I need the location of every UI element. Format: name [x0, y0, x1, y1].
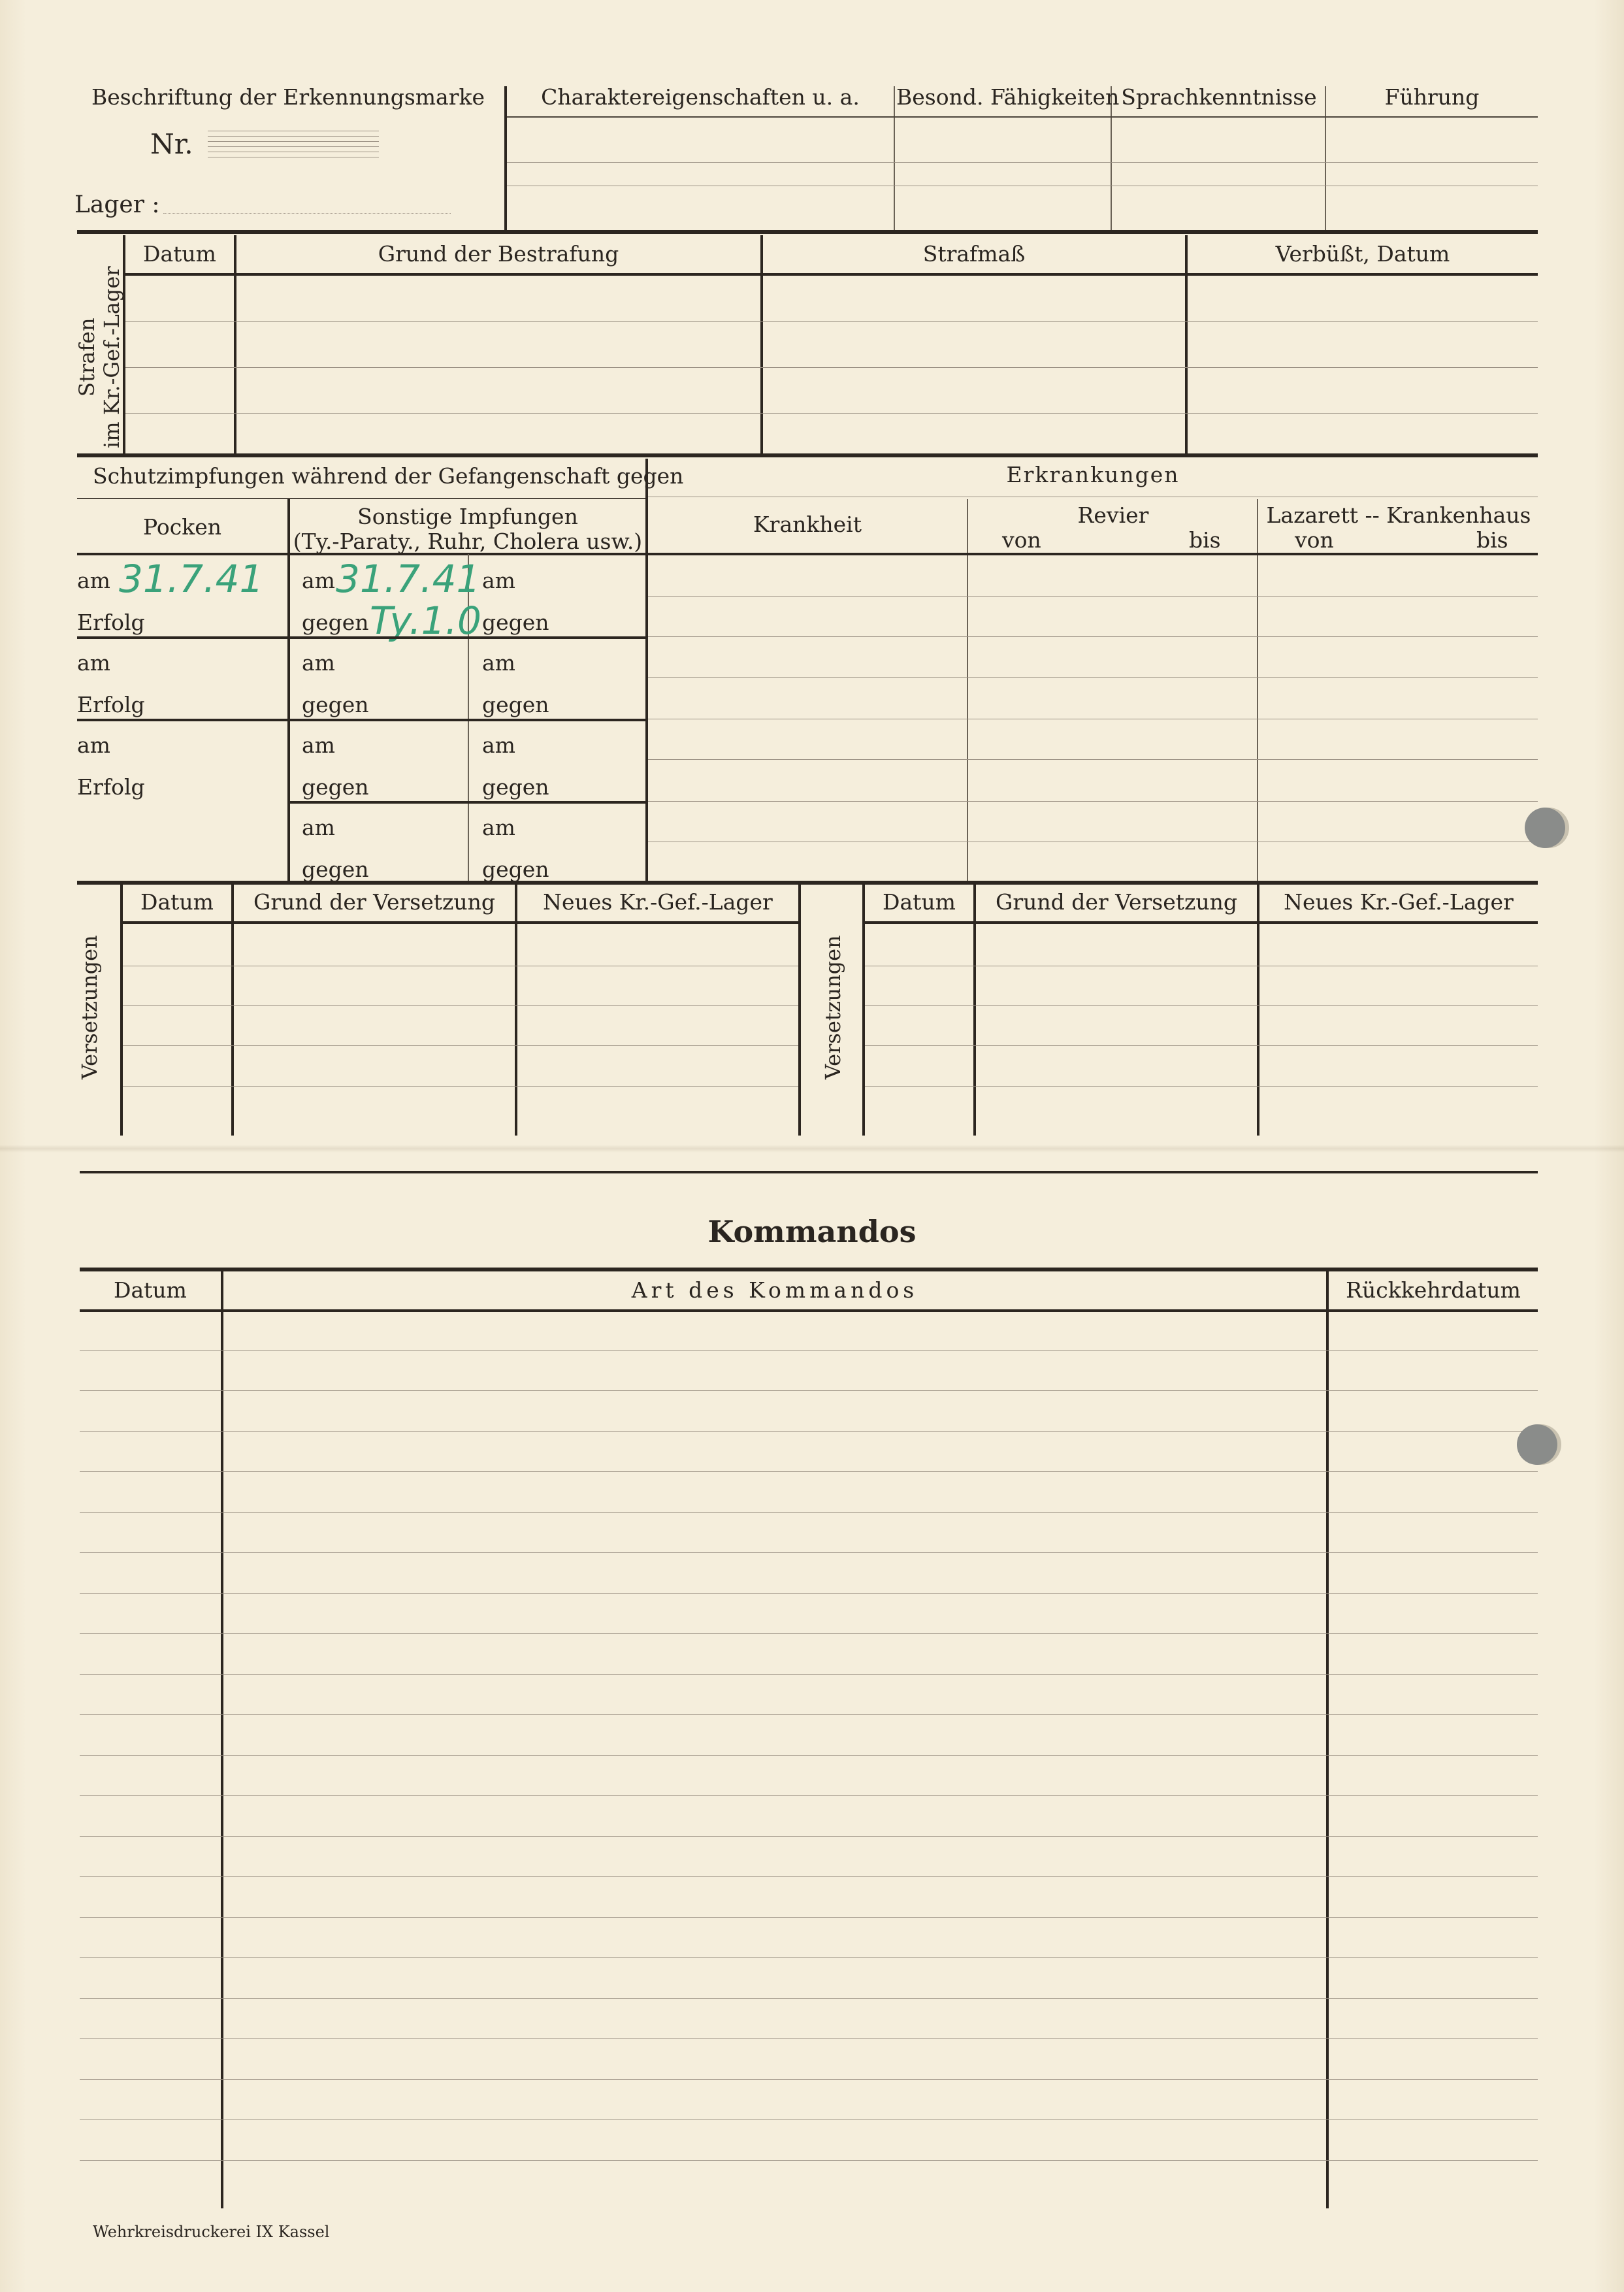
divider	[798, 885, 801, 1136]
pocken-am-1: am	[77, 568, 110, 593]
strafen-side-label: Strafen im Kr.-Gef.-Lager	[74, 266, 124, 448]
rule	[290, 719, 645, 721]
pocken-am-3: am	[77, 732, 110, 758]
sonst-am-3a: am	[302, 732, 335, 758]
col-krankheit: Krankheit	[753, 512, 862, 537]
rule	[77, 636, 287, 639]
strafen-col-verbuesst: Verbüßt, Datum	[1275, 241, 1450, 267]
col-charakter: Charaktereigenschaften u. a.	[541, 84, 860, 110]
section-rule	[77, 881, 1538, 885]
strafen-col-grund: Grund der Bestrafung	[378, 241, 619, 267]
kommandos-row-line	[80, 1552, 1538, 1553]
rule	[648, 636, 1538, 637]
rule	[125, 367, 1538, 368]
section-rule	[77, 230, 1538, 234]
kommandos-row-line	[80, 1957, 1538, 1958]
rule	[77, 553, 1538, 555]
sonst-am-1b: am	[482, 568, 515, 593]
fold-crease	[0, 1145, 1624, 1153]
impfungen-title: Schutzimpfungen während der Gefangenschaft gegen	[93, 463, 684, 489]
sonst-gegen-4a: gegen	[302, 857, 369, 882]
revier-bis: bis	[1189, 527, 1221, 553]
rule	[123, 1086, 798, 1087]
kommandos-col-art: Art des Kommandos	[631, 1277, 918, 1303]
rule	[123, 921, 798, 924]
rule	[865, 1045, 1538, 1046]
rule	[648, 596, 1538, 597]
nr-label: Nr.	[150, 128, 193, 160]
pocken-am-2: am	[77, 650, 110, 676]
lazarett-bis: bis	[1476, 527, 1508, 553]
rule	[507, 116, 1538, 118]
rule	[125, 273, 1538, 276]
vers-col-neues-left: Neues Kr.-Gef.-Lager	[543, 889, 773, 915]
lager-field[interactable]	[163, 213, 451, 214]
sonst-gegen-1a: gegen	[302, 610, 369, 635]
divider	[504, 86, 507, 231]
kommandos-row-line	[80, 1674, 1538, 1675]
kommandos-row-line	[80, 2079, 1538, 2080]
kommandos-row-line	[80, 1593, 1538, 1594]
hand-pocken-date: 31.7.41	[119, 557, 264, 601]
vers-col-grund-left: Grund der Versetzung	[253, 889, 496, 915]
versetzungen-side-label-right: Versetzungen	[820, 935, 845, 1079]
rule	[865, 921, 1538, 924]
col-sonstige-1: Sonstige Impfungen	[357, 504, 578, 529]
divider	[760, 235, 763, 455]
pocken-erfolg-2: Erfolg	[77, 692, 145, 717]
rule	[648, 759, 1538, 760]
kommandos-row-line	[80, 2038, 1538, 2039]
strafen-col-strafmass: Strafmaß	[922, 241, 1026, 267]
rule	[77, 498, 645, 499]
divider	[234, 235, 236, 455]
marke-label: Beschriftung der Erkennungsmarke	[91, 84, 485, 110]
divider	[894, 86, 895, 231]
kommandos-row-line	[80, 1876, 1538, 1877]
pocken-erfolg-3: Erfolg	[77, 774, 145, 800]
divider	[287, 499, 290, 882]
sonst-am-4a: am	[302, 815, 335, 840]
section-rule	[80, 1268, 1538, 1271]
rule	[77, 719, 287, 721]
pocken-erfolg-1: Erfolg	[77, 610, 145, 635]
rule	[865, 1086, 1538, 1087]
col-faehigkeiten: Besond. Fähigkeiten	[896, 84, 1120, 110]
rule	[648, 677, 1538, 678]
kommandos-row-line	[80, 1350, 1538, 1351]
rule	[865, 1005, 1538, 1006]
divider	[1257, 499, 1258, 882]
section-rule	[77, 453, 1538, 457]
vers-col-datum-right: Datum	[883, 889, 956, 915]
section-rule	[80, 1171, 1538, 1173]
col-sprache: Sprachkenntnisse	[1121, 84, 1317, 110]
col-sonstige-2: (Ty.-Paraty., Ruhr, Cholera usw.)	[293, 529, 643, 554]
revier-von: von	[1002, 527, 1041, 553]
col-fuehrung: Führung	[1384, 84, 1480, 110]
kommandos-row-line	[80, 1836, 1538, 1837]
divider	[1326, 1270, 1329, 2208]
kommandos-row-line	[80, 1633, 1538, 1634]
divider	[221, 1270, 223, 2208]
kommandos-title: Kommandos	[707, 1214, 917, 1249]
kommandos-row-line	[80, 1390, 1538, 1391]
sonst-am-3b: am	[482, 732, 515, 758]
col-revier: Revier	[1077, 502, 1149, 528]
sonst-am-4b: am	[482, 815, 515, 840]
rule	[290, 636, 645, 639]
kommandos-col-rueckkehr: Rückkehrdatum	[1346, 1277, 1521, 1303]
rule	[123, 1005, 798, 1006]
kommandos-row-line	[80, 1755, 1538, 1756]
col-lazarett: Lazarett -- Krankenhaus	[1266, 502, 1531, 528]
kommandos-row-line	[80, 1471, 1538, 1472]
kommandos-row-line	[80, 1795, 1538, 1796]
rule	[507, 162, 1538, 163]
punch-hole	[1525, 808, 1565, 848]
sonst-gegen-4b: gegen	[482, 857, 549, 882]
sonst-gegen-2a: gegen	[302, 692, 369, 717]
sonst-gegen-3b: gegen	[482, 774, 549, 800]
hand-sonstige-date: 31.7.41	[336, 557, 481, 601]
rule	[125, 321, 1538, 322]
sonst-am-2b: am	[482, 650, 515, 676]
printer-imprint: Wehrkreisdruckerei IX Kassel	[93, 2223, 330, 2241]
kommandos-row-line	[80, 1512, 1538, 1513]
rule	[80, 1309, 1538, 1312]
rule	[123, 1045, 798, 1046]
hand-gegen: Ty.1.0	[370, 598, 481, 643]
rule	[290, 801, 645, 804]
strafen-col-datum: Datum	[143, 241, 216, 267]
kommandos-row-line	[80, 1431, 1538, 1432]
divider	[967, 499, 968, 882]
divider	[123, 235, 125, 455]
sonst-am-1a: am	[302, 568, 335, 593]
sonst-gegen-1b: gegen	[482, 610, 549, 635]
col-pocken: Pocken	[143, 514, 221, 540]
versetzungen-side-label-left: Versetzungen	[77, 935, 102, 1079]
sonst-am-2a: am	[302, 650, 335, 676]
erkrankungen-title: Erkrankungen	[1006, 462, 1180, 487]
vers-col-datum-left: Datum	[140, 889, 214, 915]
rule	[648, 801, 1538, 802]
sonst-gegen-3a: gegen	[302, 774, 369, 800]
lazarett-von: von	[1295, 527, 1334, 553]
kommandos-row-line	[80, 1917, 1538, 1918]
kommandos-col-datum: Datum	[114, 1277, 187, 1303]
kommandos-row-line	[80, 1998, 1538, 1999]
kommandos-row-line	[80, 2160, 1538, 2161]
divider	[1185, 235, 1188, 455]
punch-hole	[1517, 1424, 1557, 1465]
rule	[125, 413, 1538, 414]
sonst-gegen-2b: gegen	[482, 692, 549, 717]
kommandos-row-line	[80, 1714, 1538, 1715]
vers-col-grund-right: Grund der Versetzung	[995, 889, 1238, 915]
divider	[1325, 86, 1326, 231]
vers-col-neues-right: Neues Kr.-Gef.-Lager	[1284, 889, 1514, 915]
lager-label: Lager :	[74, 191, 160, 218]
